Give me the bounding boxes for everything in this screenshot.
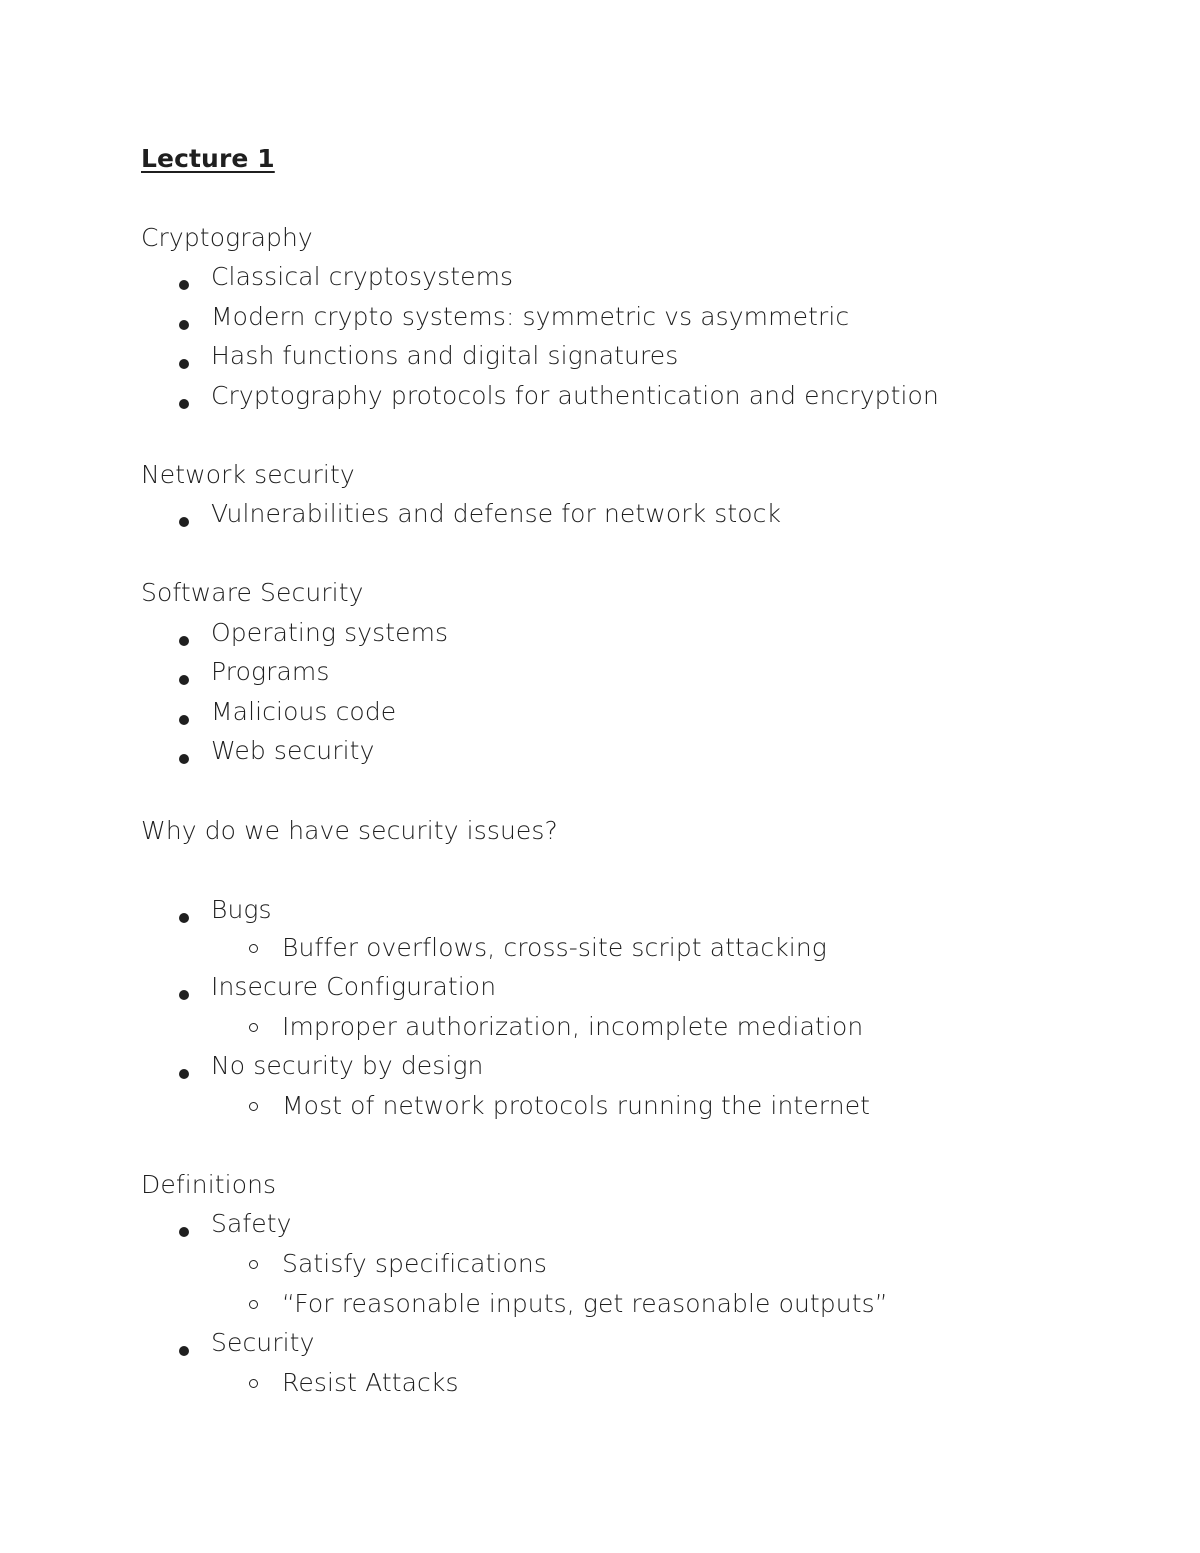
list-item: No security by design	[211, 1051, 484, 1080]
list-item: Hash functions and digital signatures	[211, 341, 679, 370]
bullet-icon	[179, 636, 189, 646]
bullet-icon	[179, 359, 189, 369]
bullet-icon	[179, 1227, 189, 1237]
section-heading-cryptography: Cryptography	[141, 223, 313, 252]
bullet-icon	[179, 280, 189, 290]
bullet-icon	[179, 320, 189, 330]
bullet-icon	[179, 715, 189, 725]
sub-bullet-icon	[249, 1300, 258, 1309]
section-heading-why: Why do we have security issues?	[141, 816, 558, 845]
list-item: Classical cryptosystems	[211, 262, 514, 291]
bullet-icon	[179, 675, 189, 685]
list-item: Cryptography protocols for authentication and encryption	[211, 381, 939, 410]
list-item: Operating systems	[211, 618, 449, 647]
sub-list-item: “For reasonable inputs, get reasonable outputs”	[282, 1289, 888, 1318]
list-item: Modern crypto systems: symmetric vs asymmetric	[211, 302, 850, 331]
document-title: Lecture 1	[141, 144, 275, 173]
bullet-icon	[179, 399, 189, 409]
bullet-icon	[179, 913, 189, 923]
sub-list-item: Satisfy specifications	[282, 1249, 547, 1278]
bullet-icon	[179, 517, 189, 527]
bullet-icon	[179, 990, 189, 1000]
list-item: Vulnerabilities and defense for network stock	[211, 499, 782, 528]
sub-list-item: Buffer overflows, cross-site script attacking	[282, 933, 827, 962]
sub-bullet-icon	[249, 944, 258, 953]
bullet-icon	[179, 1069, 189, 1079]
sub-bullet-icon	[249, 1379, 258, 1388]
section-heading-network-security: Network security	[141, 460, 355, 489]
list-item: Insecure Configuration	[211, 972, 497, 1001]
sub-list-item: Most of network protocols running the internet	[282, 1091, 871, 1120]
list-item: Bugs	[211, 895, 272, 924]
section-heading-software-security: Software Security	[141, 578, 364, 607]
section-heading-definitions: Definitions	[141, 1170, 277, 1199]
list-item: Programs	[211, 657, 330, 686]
list-item: Security	[211, 1328, 315, 1357]
bullet-icon	[179, 1346, 189, 1356]
sub-bullet-icon	[249, 1023, 258, 1032]
list-item: Malicious code	[211, 697, 397, 726]
list-item: Safety	[211, 1209, 292, 1238]
sub-bullet-icon	[249, 1102, 258, 1111]
list-item: Web security	[211, 736, 375, 765]
sub-list-item: Improper authorization, incomplete mediation	[282, 1012, 864, 1041]
sub-list-item: Resist Attacks	[282, 1368, 459, 1397]
bullet-icon	[179, 754, 189, 764]
sub-bullet-icon	[249, 1260, 258, 1269]
